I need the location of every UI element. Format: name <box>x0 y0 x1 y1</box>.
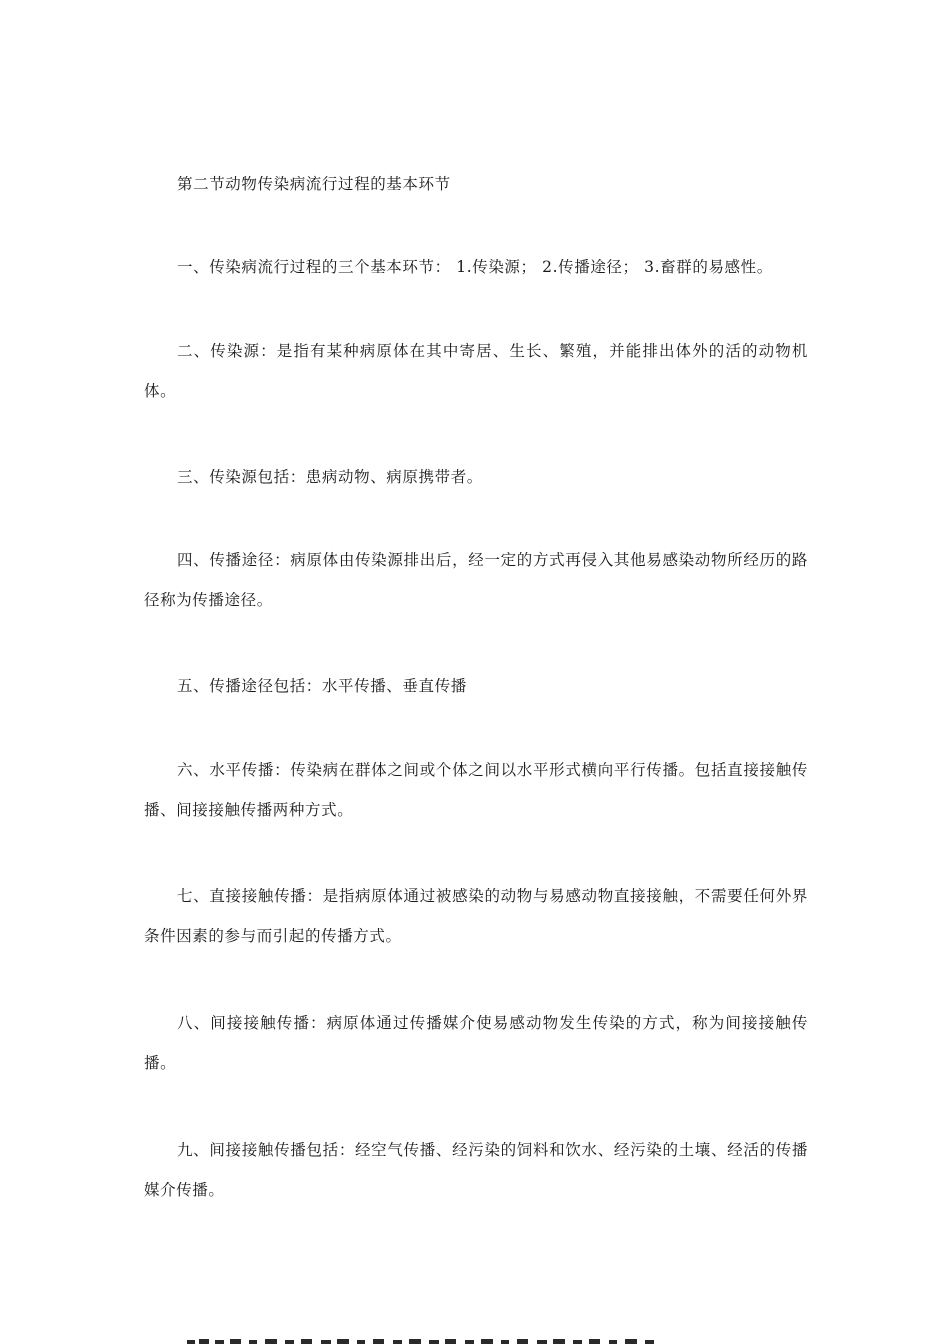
section-heading: 第二节动物传染病流行过程的基本环节 <box>177 175 451 193</box>
cut-off-text-fragment-icon <box>175 1284 665 1344</box>
paragraph-1: 一、传染病流行过程的三个基本环节： 1.传染源； 2.传播途径； 3.畜群的易感性。 <box>177 258 773 276</box>
paragraph-3: 三、传染源包括：患病动物、病原携带者。 <box>177 468 483 486</box>
paragraph-5: 五、传播途径包括：水平传播、垂直传播 <box>177 677 467 695</box>
paragraph-7: 七、直接接触传播：是指病原体通过被感染的动物与易感动物直接接触，不需要任何外界条件因素的参与而引起的传播方式。 <box>144 887 808 945</box>
paragraph-6: 六、水平传播：传染病在群体之间或个体之间以水平形式横向平行传播。包括直接接触传播、间接接触传播两种方式。 <box>144 761 808 819</box>
paragraph-8: 八、间接接触传播：病原体通过传播媒介使易感动物发生传染的方式，称为间接接触传播。 <box>144 1014 808 1072</box>
paragraph-2: 二、传染源：是指有某种病原体在其中寄居、生长、繁殖，并能排出体外的活的动物机体。 <box>144 342 808 400</box>
paragraph-4: 四、传播途径：病原体由传染源排出后，经一定的方式再侵入其他易感染动物所经历的路径称为传播途径。 <box>144 551 808 609</box>
paragraph-9: 九、间接接触传播包括：经空气传播、经污染的饲料和饮水、经污染的土壤、经活的传播媒介传播。 <box>144 1141 808 1199</box>
cut-off-text-line <box>175 1284 665 1344</box>
